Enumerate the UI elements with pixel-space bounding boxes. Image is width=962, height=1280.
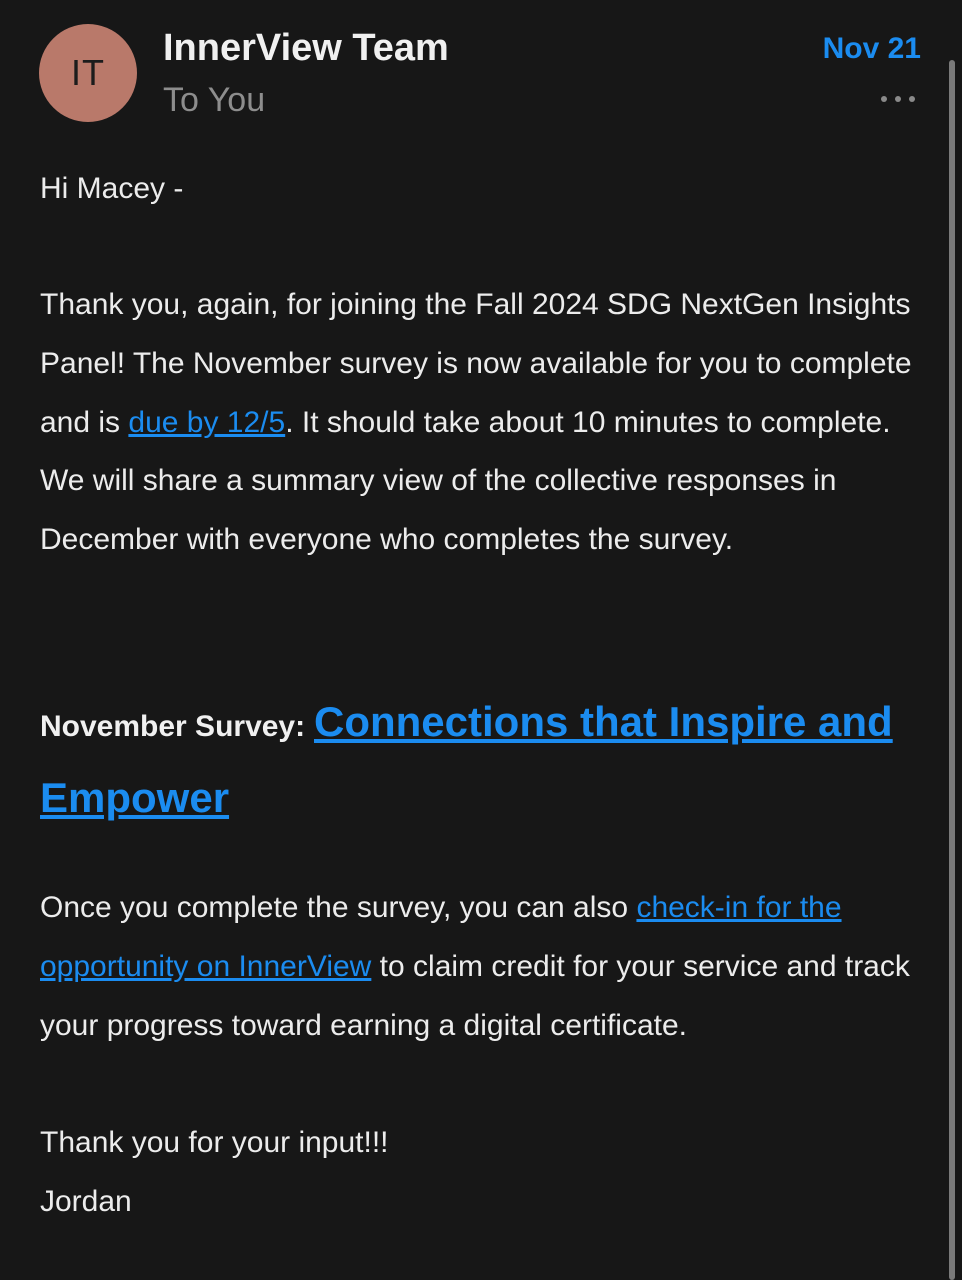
closing-line: Thank you for your input!!! — [40, 1126, 389, 1159]
due-date-link[interactable]: due by 12/5 — [128, 405, 286, 439]
signature: Jordan — [40, 1184, 132, 1218]
closing-block — [40, 1114, 920, 1232]
sender-name[interactable]: InnerView Team — [163, 27, 449, 69]
survey-label: November Survey: — [40, 710, 306, 743]
survey-line — [40, 689, 920, 841]
checkin-text-after: to claim credit for your service and track your progress toward earning a digital certificate. — [40, 949, 910, 1042]
sender-avatar[interactable] — [39, 24, 137, 122]
intro-text-after: . It should take about 10 minutes to complete. We will share a summary view of the collective responses in December with everyone who completes the survey. — [40, 405, 891, 557]
scrollbar[interactable] — [949, 60, 955, 1280]
survey-link[interactable]: Connections that Inspire and Empower — [40, 698, 893, 821]
recipient-label[interactable]: To You — [163, 81, 266, 119]
checkin-text-before: Once you complete the survey, you can also — [40, 891, 637, 924]
email-date: Nov 21 — [822, 32, 921, 65]
dot — [881, 96, 887, 102]
intro-text-before: Thank you, again, for joining the Fall 2024 SDG NextGen Insights Panel! The November survey is now available for you to complete and is — [40, 288, 912, 439]
checkin-link[interactable]: check-in for the opportunity on InnerView — [40, 891, 842, 983]
greeting: Hi Macey - — [40, 172, 184, 205]
dot — [895, 96, 901, 102]
checkin-paragraph — [40, 879, 920, 1055]
dot — [909, 96, 915, 102]
email-header — [0, 0, 962, 140]
avatar-initials: IT — [71, 52, 105, 93]
intro-paragraph — [40, 276, 920, 570]
more-options-icon[interactable] — [881, 84, 915, 114]
